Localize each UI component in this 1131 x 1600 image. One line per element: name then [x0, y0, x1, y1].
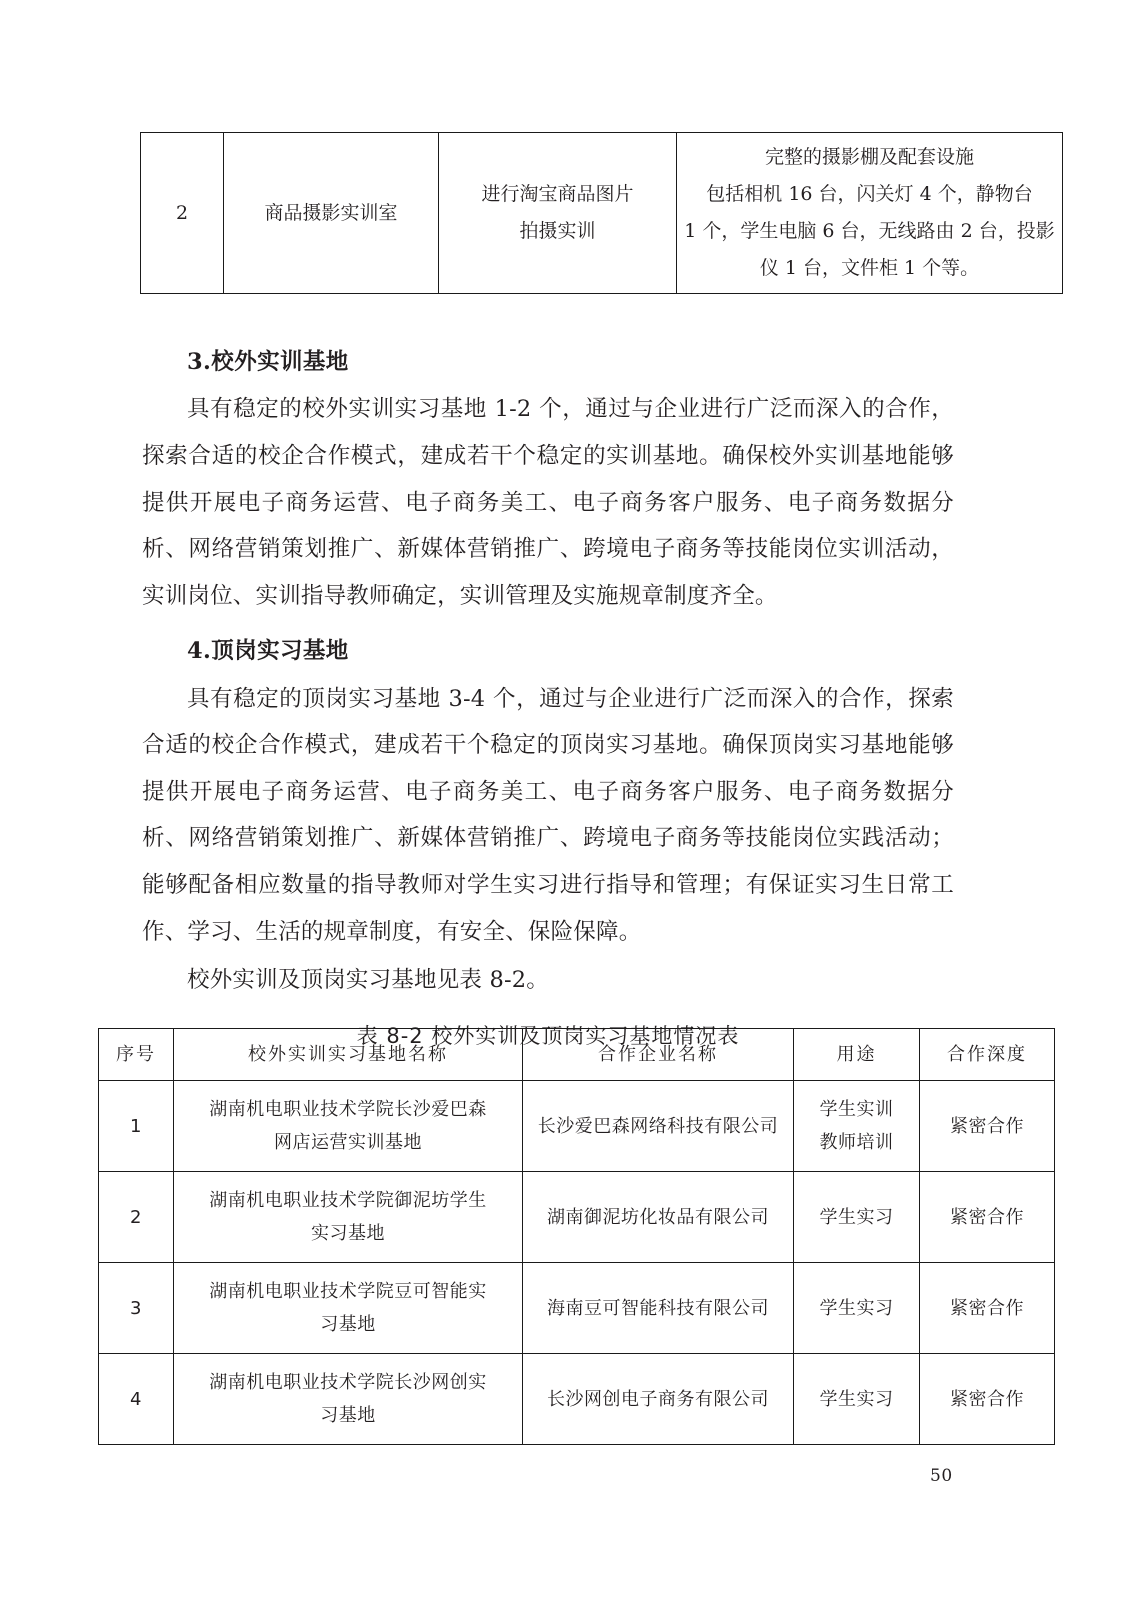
equipment-line-4: 仪 1 台，文件柜 1 个等。 [759, 257, 980, 280]
table-row [99, 1263, 1055, 1354]
base-name-line-2: 习基地 [320, 1405, 376, 1427]
equipment-row-seq: 2 [141, 133, 224, 294]
row-use: 学生实习 [794, 1354, 920, 1445]
row-seq: 3 [99, 1263, 174, 1354]
equipment-table [140, 132, 1063, 294]
row-corp-name: 湖南御泥坊化妆品有限公司 [523, 1172, 794, 1263]
equipment-row-task [439, 133, 677, 294]
section-paragraph-4: 具有稳定的顶岗实习基地 3-4 个，通过与企业进行广泛而深入的合作，探索合适的校企合作模式，建成若干个稳定的顶岗实习基地。确保顶岗实习基地能够提供开展电子商务运营、电子商务美工、电子商务客户服务、电子商务数据分析、网络营销策划推广、新媒体营销推广、跨境电子商务等技能岗位实践活动；能够配备相应数量的指导教师对学生实习进行指导和管理；有保证实习生日常工作、学习、生活的规章制度，有安全、保险保障。 [142, 685, 954, 945]
body-content [142, 330, 954, 1058]
table-caption-8-2: 表 8-2 校外实训及顶岗实习基地情况表 [356, 1023, 740, 1048]
row-use: 学生实习 [794, 1172, 920, 1263]
base-table-8-2 [98, 1028, 1055, 1445]
task-line-1: 进行淘宝商品图片 [481, 183, 634, 206]
task-line-2: 拍摄实训 [519, 220, 596, 243]
equipment-line-2: 包括相机 16 台，闪关灯 4 个，静物台 [706, 183, 1033, 206]
row-depth: 紧密合作 [920, 1172, 1055, 1263]
base-name-line-2: 实习基地 [311, 1223, 385, 1245]
base-name-line-1: 湖南机电职业技术学院长沙网创实 [209, 1372, 487, 1393]
row-depth: 紧密合作 [920, 1354, 1055, 1445]
row-base-name [174, 1081, 523, 1172]
row-depth: 紧密合作 [920, 1081, 1055, 1172]
row-seq: 2 [99, 1172, 174, 1263]
page-number: 50 [930, 1466, 953, 1486]
header-seq: 序号 [99, 1029, 174, 1081]
header-depth: 合作深度 [920, 1029, 1055, 1081]
row-corp-name: 长沙网创电子商务有限公司 [523, 1354, 794, 1445]
table-row [141, 133, 1063, 294]
equipment-row-equipment [677, 133, 1063, 294]
header-use: 用途 [794, 1029, 920, 1081]
use-line-1: 学生实训 [819, 1099, 894, 1120]
base-name-line-1: 湖南机电职业技术学院豆可智能实 [209, 1281, 487, 1302]
row-base-name [174, 1263, 523, 1354]
base-name-line-2: 习基地 [320, 1314, 376, 1336]
use-line-2: 教师培训 [819, 1132, 894, 1154]
table-header-row [99, 1029, 1055, 1081]
header-corp: 合作企业名称 [523, 1029, 794, 1081]
row-seq: 1 [99, 1081, 174, 1172]
equipment-line-3: 1 个，学生电脑 6 台，无线路由 2 台，投影 [684, 220, 1055, 243]
section-heading-3: 3.校外实训基地 [187, 349, 349, 375]
row-use [794, 1081, 920, 1172]
equipment-table-container [140, 132, 1055, 294]
row-base-name [174, 1172, 523, 1263]
table-row [99, 1172, 1055, 1263]
base-name-line-1: 湖南机电职业技术学院长沙爱巴森 [209, 1099, 487, 1120]
table-row [99, 1081, 1055, 1172]
row-corp-name: 长沙爱巴森网络科技有限公司 [523, 1081, 794, 1172]
row-base-name [174, 1354, 523, 1445]
base-name-line-2: 网店运营实训基地 [274, 1132, 422, 1154]
closing-paragraph: 校外实训及顶岗实习基地见表 8-2。 [187, 967, 549, 994]
header-base: 校外实训实习基地名称 [174, 1029, 523, 1081]
equipment-row-room-name: 商品摄影实训室 [224, 133, 439, 294]
equipment-line-1: 完整的摄影棚及配套设施 [764, 146, 974, 168]
row-use: 学生实习 [794, 1263, 920, 1354]
section-heading-4: 4.顶岗实习基地 [187, 638, 349, 665]
row-depth: 紧密合作 [920, 1263, 1055, 1354]
base-name-line-1: 湖南机电职业技术学院御泥坊学生 [209, 1190, 487, 1211]
base-table-container [98, 1028, 1027, 1445]
row-corp-name: 海南豆可智能科技有限公司 [523, 1263, 794, 1354]
section-paragraph-3: 具有稳定的校外实训实习基地 1-2 个，通过与企业进行广泛而深入的合作，探索合适的校企合作模式，建成若干个稳定的实训基地。确保校外实训基地能够提供开展电子商务运营、电子商务美工、电子商务客户服务、电子商务数据分析、网络营销策划推广、新媒体营销推广、跨境电子商务等技能岗位实训活动，实训岗位、实训指导教师确定，实训管理及实施规章制度齐全。 [142, 396, 954, 609]
table-row [99, 1354, 1055, 1445]
row-seq: 4 [99, 1354, 174, 1445]
